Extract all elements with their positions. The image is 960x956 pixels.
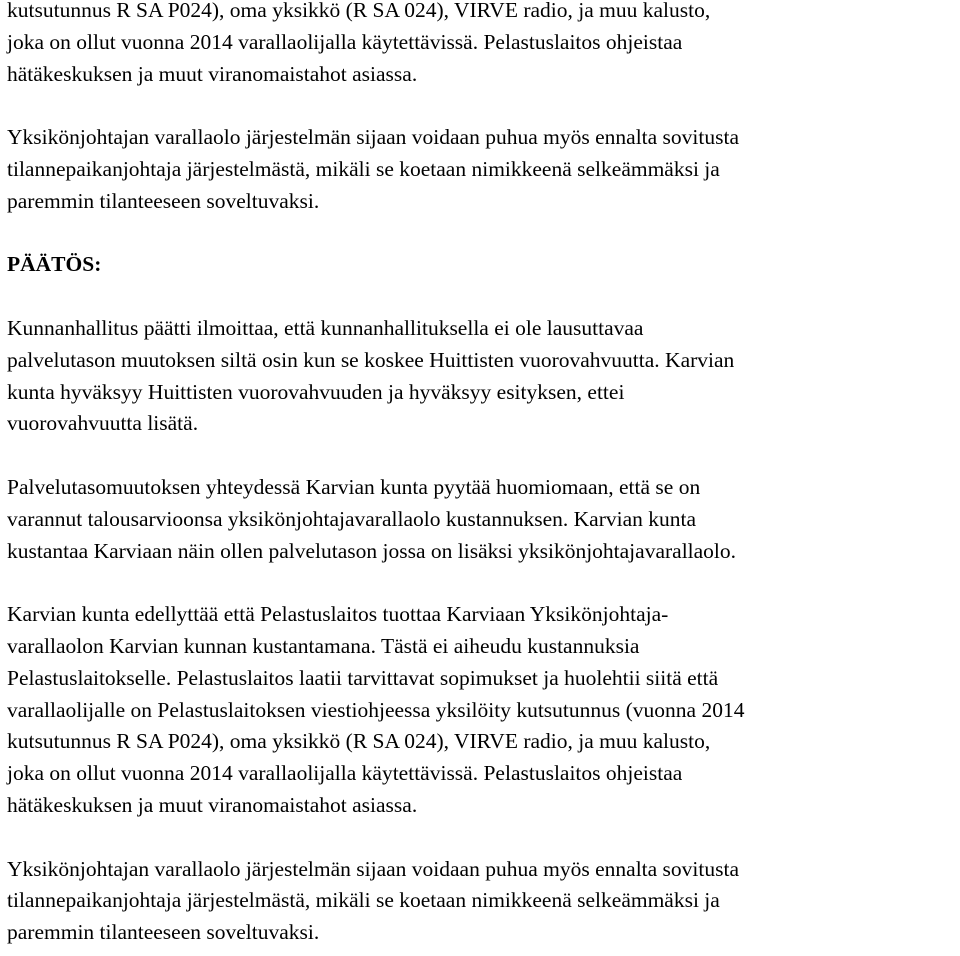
text-line: vuorovahvuutta lisätä. bbox=[7, 411, 199, 436]
paragraph-requirements bbox=[7, 599, 957, 822]
text-line: joka on ollut vuonna 2014 varallaolijalla käytettävissä. Pelastuslaitos ohjeistaa bbox=[7, 29, 683, 54]
text-line: paremmin tilanteeseen soveltuvaksi. bbox=[7, 920, 320, 945]
paragraph-spacer bbox=[7, 90, 957, 122]
text-line: Palvelutasomuutoksen yhteydessä Karvian kunta pyytää huomiomaan, että se on bbox=[7, 474, 701, 499]
paragraph-spacer bbox=[7, 218, 957, 250]
text-line: joka on ollut vuonna 2014 varallaolijalla käytettävissä. Pelastuslaitos ohjeistaa bbox=[7, 761, 683, 786]
text-line: kustantaa Karviaan näin ollen palvelutason jossa on lisäksi yksikönjohtajavarallaolo. bbox=[7, 538, 737, 563]
text-line: Yksikönjohtajan varallaolo järjestelmän sijaan voidaan puhua myös ennalta sovitusta bbox=[7, 125, 740, 150]
text-line: kutsutunnus R SA P024), oma yksikkö (R SA 024), VIRVE radio, ja muu kalusto, bbox=[7, 0, 711, 22]
paragraph-intro-continued bbox=[7, 0, 957, 90]
text-line: varallaolijalle on Pelastuslaitoksen viestiohjeessa yksilöity kutsutunnus (vuonna 2014 bbox=[7, 697, 745, 722]
decision-heading: PÄÄTÖS: bbox=[7, 252, 102, 277]
text-line: hätäkeskuksen ja muut viranomaistahot asiassa. bbox=[7, 792, 418, 817]
text-line: Kunnanhallitus päätti ilmoittaa, että kunnanhallituksella ei ole lausuttavaa bbox=[7, 315, 644, 340]
paragraph-spacer bbox=[7, 822, 957, 854]
text-line: hätäkeskuksen ja muut viranomaistahot asiassa. bbox=[7, 61, 418, 86]
text-line: Karvian kunta edellyttää että Pelastuslaitos tuottaa Karviaan Yksikönjohtaja- bbox=[7, 602, 669, 627]
paragraph-spacer bbox=[7, 281, 957, 313]
text-line: kunta hyväksyy Huittisten vuorovahvuuden ja hyväksyy esityksen, ettei bbox=[7, 379, 625, 404]
paragraph-service-level bbox=[7, 472, 957, 567]
text-line: tilannepaikanjohtaja järjestelmästä, mikäli se koetaan nimikkeenä selkeämmäksi ja bbox=[7, 888, 720, 913]
text-line: varannut talousarvioonsa yksikönjohtajavarallaolo kustannuksen. Karvian kunta bbox=[7, 506, 697, 531]
text-line: tilannepaikanjohtaja järjestelmästä, mikäli se koetaan nimikkeenä selkeämmäksi ja bbox=[7, 156, 720, 181]
paragraph-alternative-term-repeat bbox=[7, 854, 957, 949]
paragraph-spacer bbox=[7, 440, 957, 472]
text-line: Yksikönjohtajan varallaolo järjestelmän sijaan voidaan puhua myös ennalta sovitusta bbox=[7, 856, 740, 881]
paragraph-spacer bbox=[7, 567, 957, 599]
text-line: varallaolon Karvian kunnan kustantamana. Tästä ei aiheudu kustannuksia bbox=[7, 633, 640, 658]
text-line: paremmin tilanteeseen soveltuvaksi. bbox=[7, 188, 320, 213]
text-line: Pelastuslaitokselle. Pelastuslaitos laatii tarvittavat sopimukset ja huolehtii siitä että bbox=[7, 665, 719, 690]
text-line: palvelutason muutoksen siltä osin kun se koskee Huittisten vuorovahvuutta. Karvian bbox=[7, 347, 735, 372]
text-line: kutsutunnus R SA P024), oma yksikkö (R SA 024), VIRVE radio, ja muu kalusto, bbox=[7, 729, 711, 754]
document-page bbox=[7, 0, 957, 949]
paragraph-decision bbox=[7, 313, 957, 440]
paragraph-alternative-term bbox=[7, 122, 957, 217]
